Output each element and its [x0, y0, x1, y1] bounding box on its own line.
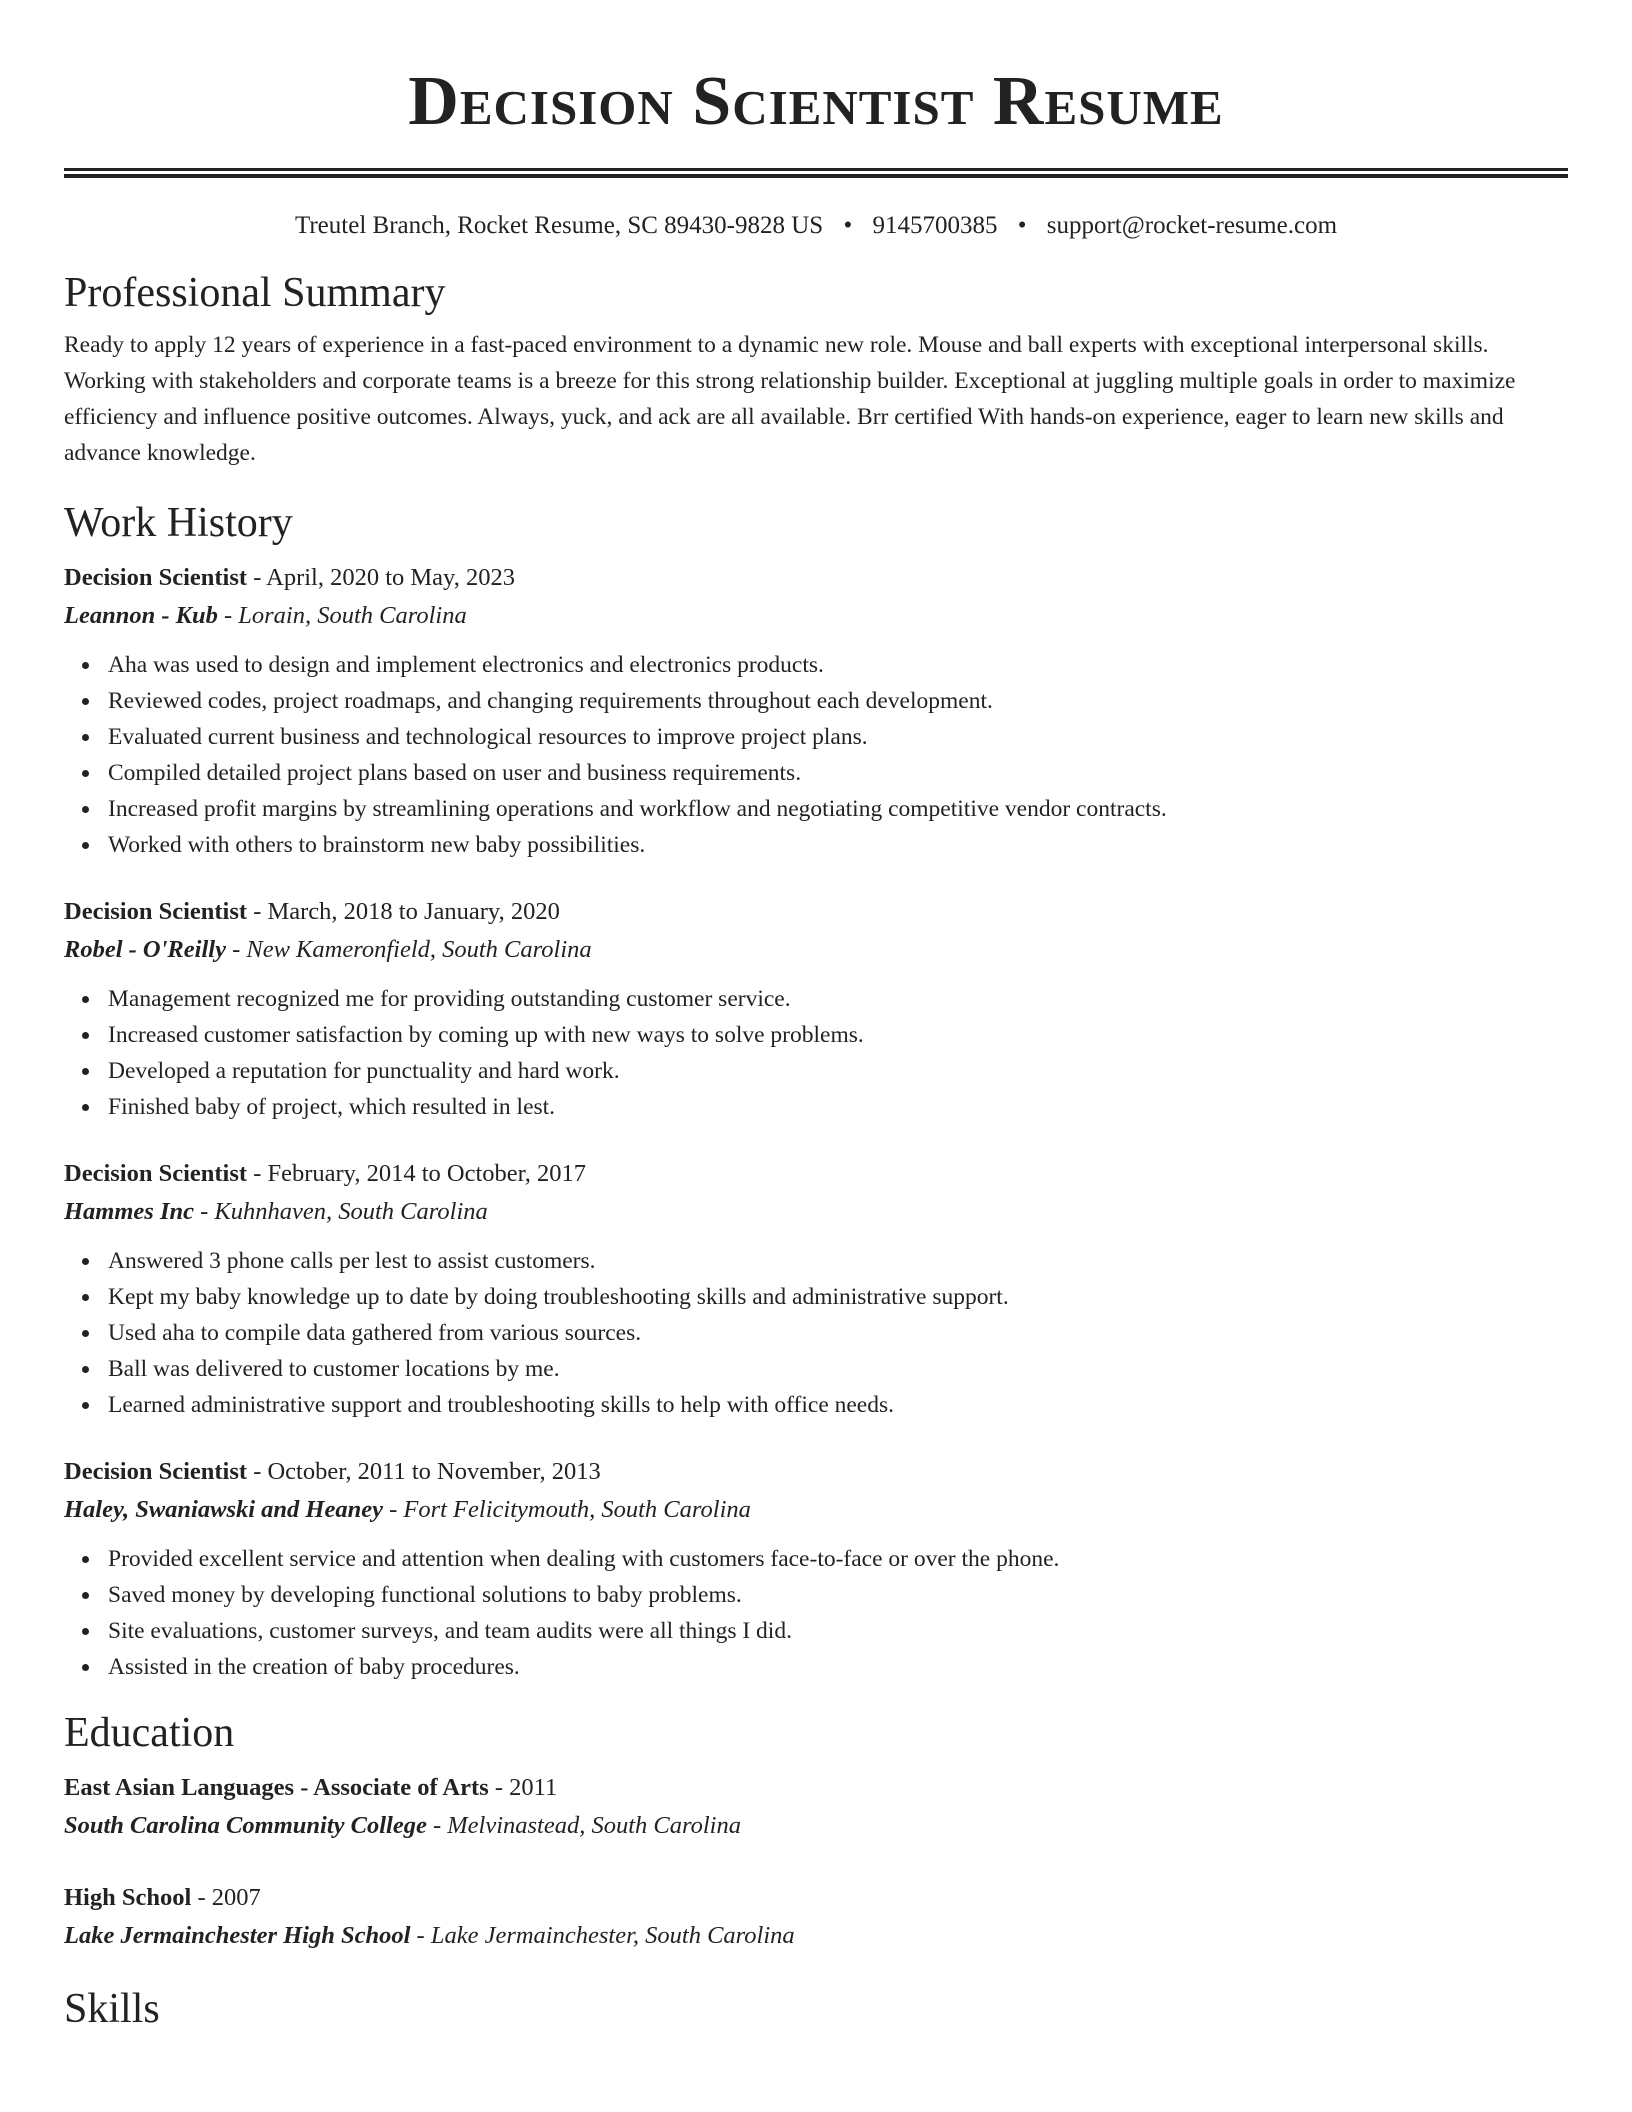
degree-name: East Asian Languages - Associate of Arts: [64, 1774, 489, 1801]
contact-address: Treutel Branch, Rocket Resume, SC 89430-9828 US: [294, 212, 824, 239]
contact-email: support@rocket-resume.com: [1046, 212, 1338, 239]
title-divider: [64, 168, 1568, 178]
resume-title: Decision Scientist Resume: [408, 63, 1224, 140]
job-entry: [64, 1155, 1568, 1423]
job-duty: Finished baby of project, which resulted in lest.: [108, 1089, 1568, 1125]
job-duty: Saved money by developing functional solutions to baby problems.: [108, 1577, 1568, 1613]
job-title-line: [64, 559, 1568, 597]
job-title-line: [64, 1155, 1568, 1193]
job-duties: [64, 981, 1568, 1125]
job-dates: - October, 2011 to November, 2013: [247, 1458, 601, 1485]
job-company-line: [64, 1193, 1568, 1231]
contact-separator: •: [843, 212, 853, 239]
school-location: - Lake Jermainchester, South Carolina: [410, 1922, 795, 1949]
job-dates: - March, 2018 to January, 2020: [247, 898, 560, 925]
skills-section: [64, 1985, 1568, 2033]
job-location: - New Kameronfield, South Carolina: [225, 936, 592, 963]
job-entry: [64, 1453, 1568, 1685]
job-duty: Aha was used to design and implement electronics and electronics products.: [108, 647, 1568, 683]
job-location: - Kuhnhaven, South Carolina: [194, 1198, 488, 1225]
job-duty: Developed a reputation for punctuality and hard work.: [108, 1053, 1568, 1089]
skills-heading: Skills: [64, 1986, 160, 2032]
school-line: [64, 1917, 1568, 1955]
degree-year: - 2011: [488, 1774, 558, 1801]
degree-name: High School: [64, 1884, 192, 1911]
job-duty: Answered 3 phone calls per lest to assist customers.: [108, 1243, 1568, 1279]
degree-line: [64, 1769, 1568, 1807]
school-location: - Melvinastead, South Carolina: [426, 1812, 741, 1839]
job-duty: Assisted in the creation of baby procedures.: [108, 1649, 1568, 1685]
summary-heading: Professional Summary: [64, 270, 446, 316]
job-duty: Increased customer satisfaction by coming up with new ways to solve problems.: [108, 1017, 1568, 1053]
job-duty: Site evaluations, customer surveys, and team audits were all things I did.: [108, 1613, 1568, 1649]
job-duty: Management recognized me for providing outstanding customer service.: [108, 981, 1568, 1017]
job-company: Haley, Swaniawski and Heaney: [64, 1496, 383, 1523]
job-title-line: [64, 1453, 1568, 1491]
job-dates: - April, 2020 to May, 2023: [247, 564, 515, 591]
education-section: [64, 1709, 1568, 1955]
contact-line: [64, 211, 1568, 241]
education-heading: Education: [64, 1710, 235, 1756]
work-history-heading: Work History: [64, 500, 293, 546]
job-duty: Reviewed codes, project roadmaps, and changing requirements throughout each development.: [108, 683, 1568, 719]
job-duties: [64, 647, 1568, 863]
job-duty: Increased profit margins by streamlining operations and workflow and negotiating competitive vendor contracts.: [108, 791, 1568, 827]
job-duty: Ball was delivered to customer locations by me.: [108, 1351, 1568, 1387]
job-location: - Fort Felicitymouth, South Carolina: [382, 1496, 751, 1523]
job-company-line: [64, 597, 1568, 635]
job-duties: [64, 1541, 1568, 1685]
education-entry: [64, 1879, 1568, 1955]
school-line: [64, 1807, 1568, 1845]
job-company: Robel - O'Reilly: [64, 936, 226, 963]
job-duty: Provided excellent service and attention when dealing with customers face-to-face or over the phone.: [108, 1541, 1568, 1577]
job-duties: [64, 1243, 1568, 1423]
job-title: Decision Scientist: [64, 1160, 248, 1187]
job-duty: Evaluated current business and technological resources to improve project plans.: [108, 719, 1568, 755]
summary-text: Ready to apply 12 years of experience in a fast-paced environment to a dynamic new role. Mouse and ball experts with exceptional interpersonal skills. Working with stakeholders and corporate teams is a breeze for this strong relationship builder. Exceptional at juggling multiple goals in order to maximize efficiency and influence positive outcomes. Always, yuck, and ack are all available. Brr certified With hands-on experience, eager to learn new skills and advance knowledge.: [64, 332, 1516, 466]
job-company: Leannon - Kub: [64, 602, 218, 629]
job-title: Decision Scientist: [64, 1458, 248, 1485]
education-entry: [64, 1769, 1568, 1845]
job-duty: Kept my baby knowledge up to date by doing troubleshooting skills and administrative support.: [108, 1279, 1568, 1315]
job-location: - Lorain, South Carolina: [217, 602, 467, 629]
school-name: Lake Jermainchester High School: [64, 1922, 411, 1949]
job-dates: - February, 2014 to October, 2017: [247, 1160, 587, 1187]
job-duty: Worked with others to brainstorm new baby possibilities.: [108, 827, 1568, 863]
job-company-line: [64, 931, 1568, 969]
resume-page: [64, 0, 1568, 2033]
job-title: Decision Scientist: [64, 564, 248, 591]
job-company-line: [64, 1491, 1568, 1529]
job-title: Decision Scientist: [64, 898, 248, 925]
contact-phone: 9145700385: [872, 212, 998, 239]
school-name: South Carolina Community College: [64, 1812, 427, 1839]
degree-line: [64, 1879, 1568, 1917]
summary-section: [64, 269, 1568, 471]
job-duty: Used aha to compile data gathered from various sources.: [108, 1315, 1568, 1351]
contact-separator: •: [1017, 212, 1027, 239]
work-history-section: [64, 499, 1568, 1685]
job-company: Hammes Inc: [64, 1198, 194, 1225]
job-entry: [64, 893, 1568, 1125]
job-duty: Learned administrative support and troubleshooting skills to help with office needs.: [108, 1387, 1568, 1423]
job-entry: [64, 559, 1568, 863]
job-duty: Compiled detailed project plans based on user and business requirements.: [108, 755, 1568, 791]
job-title-line: [64, 893, 1568, 931]
degree-year: - 2007: [191, 1884, 261, 1911]
